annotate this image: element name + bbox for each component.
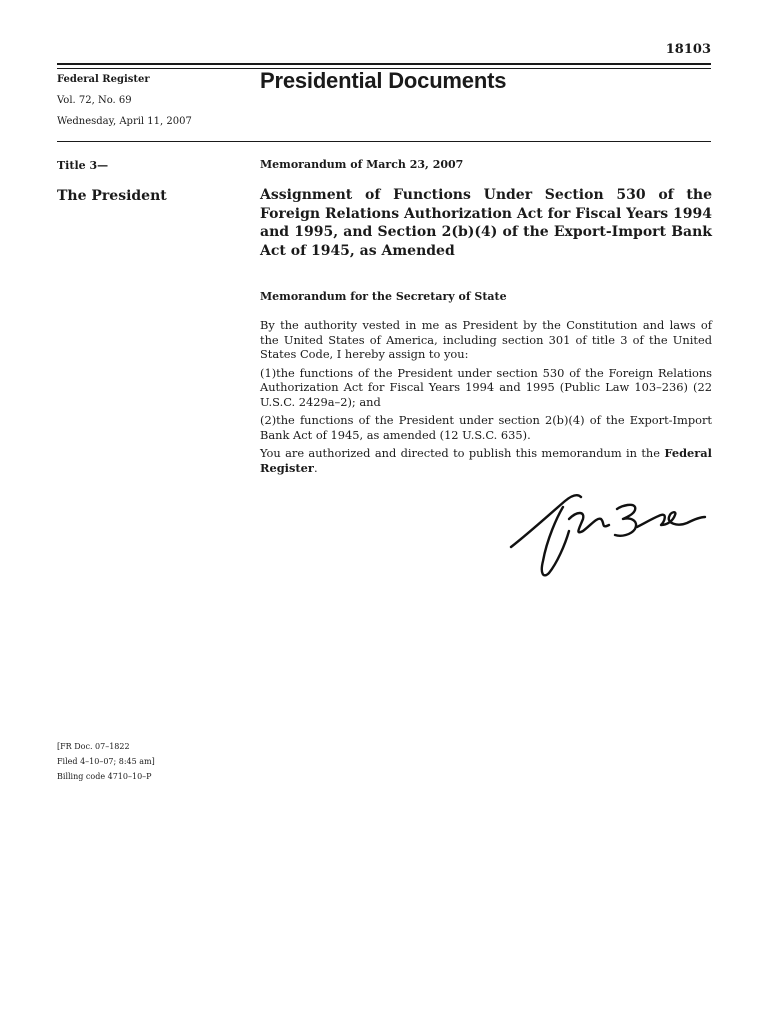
footer-filed: Filed 4–10–07; 8:45 am] [57, 757, 155, 766]
closing-paragraph [260, 446, 712, 475]
publication-volume: Vol. 72, No. 69 [57, 95, 132, 106]
document-addressee: Memorandum for the Secretary of State [260, 290, 507, 303]
signature-icon [505, 487, 715, 582]
closing-publication-name: Federal Register [260, 446, 712, 475]
title-name: The President [57, 188, 167, 204]
header-rule-thick [57, 63, 711, 65]
publication-date: Wednesday, April 11, 2007 [57, 116, 192, 127]
body-paragraph: (2)the functions of the President under section 2(b)(4) of the Export-Import Bank Act of 1945, as amended (12 U.S.C. 635). [260, 413, 712, 442]
footer-doc-number: [FR Doc. 07–1822 [57, 742, 130, 751]
document-type: Memorandum of March 23, 2007 [260, 158, 464, 171]
section-title: Presidential Documents [260, 68, 507, 93]
publication-name: Federal Register [57, 74, 150, 85]
closing-period: . [313, 460, 318, 475]
closing-text: You are authorized and directed to publish this memorandum in the [260, 446, 665, 460]
page-number: 18103 [665, 42, 711, 57]
section-rule [57, 141, 711, 142]
body-paragraph: (1)the functions of the President under section 530 of the Foreign Relations Authorization Act for Fiscal Years 1994 and 1995 (Public Law 103–236) (22 U.S.C. 2429a–2); and [260, 365, 712, 409]
document-heading: Assignment of Functions Under Section 530 of the Foreign Relations Authorization Act for Fiscal Years 1994 and 1995, and Section 2(b)(4) of the Export-Import Bank Act of 1945, as Amended [260, 187, 712, 259]
document-body [260, 318, 712, 479]
body-paragraph: By the authority vested in me as President by the Constitution and laws of the United States of America, including section 301 of title 3 of the United States Code, I hereby assign to you: [260, 318, 712, 361]
footer-billing-code: Billing code 4710–10–P [57, 772, 152, 781]
title-label: Title 3— [57, 159, 109, 172]
